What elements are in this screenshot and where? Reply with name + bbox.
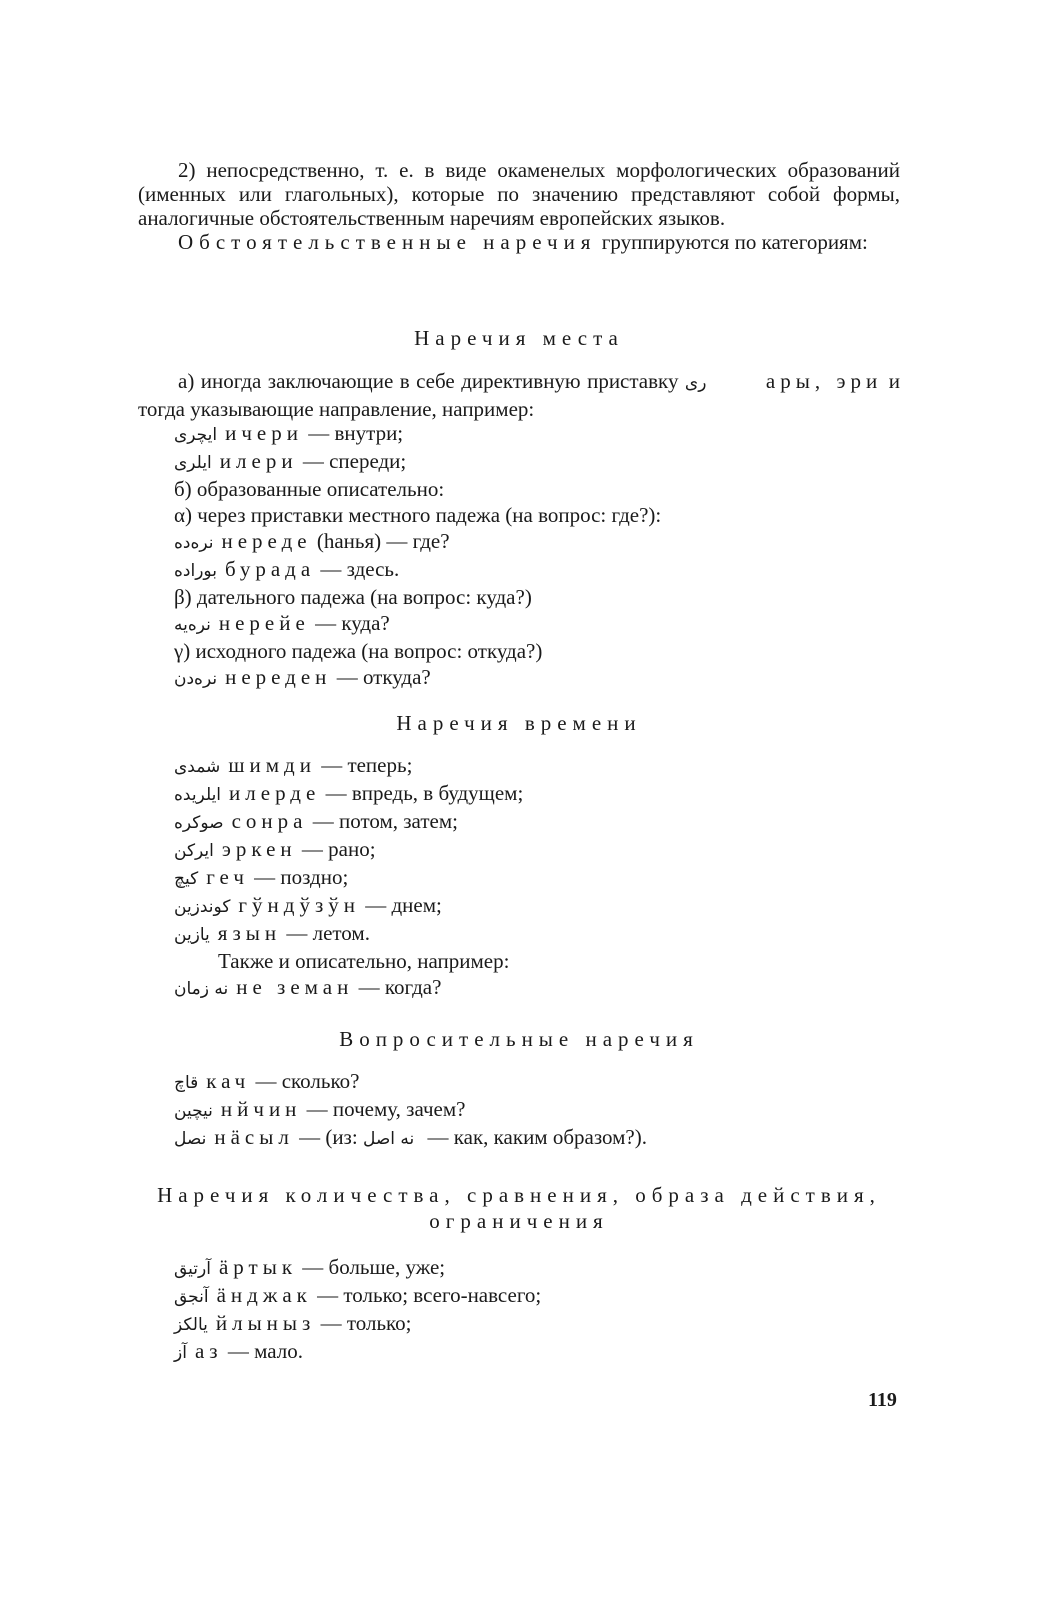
place-a-text-2: и тогда указывающие направление, например:	[138, 369, 900, 421]
place-a-arabic: رى	[684, 373, 707, 393]
list-item: یازین язын — летом.	[174, 921, 370, 945]
list-item: نرەدن нереден — откуда?	[174, 665, 431, 689]
list-item: نرەیە нерейе — куда?	[174, 611, 390, 635]
quantity-entries	[138, 1254, 900, 1366]
place-entries	[138, 420, 900, 692]
place-alpha-line: α) через приставки местного падежа (на вопрос: где?):	[174, 503, 662, 527]
list-item: شمدی шимди — теперь;	[174, 753, 413, 777]
list-item: کوندزین гўндўзўн — днем;	[174, 893, 442, 917]
heading-question: Вопросительные наречия	[339, 1027, 699, 1051]
place-paragraph-a	[138, 368, 900, 422]
place-beta-line: β) дательного падежа (на вопрос: куда?)	[174, 585, 532, 609]
list-item: آرتیق äртык — больше, уже;	[174, 1255, 446, 1279]
list-item: کیچ геч — поздно;	[174, 865, 349, 889]
list-item: ایچری ичери — внутри;	[174, 421, 404, 445]
heading-time: Наречия времени	[396, 711, 642, 735]
intro-paragraph-2-rest: группируются по категориям:	[596, 230, 868, 254]
intro-paragraph-2	[138, 230, 900, 254]
time-entries	[138, 752, 900, 1002]
heading-quantity-line2: ограничения	[429, 1209, 609, 1233]
place-a-spaced: ары, эри	[754, 369, 883, 393]
time-also-line: Также и описательно, например:	[218, 949, 510, 973]
intro-paragraph-1: 2) непосредственно, т. е. в виде окаменелых морфологических образований (именных или глагольных), которые по значению представляют собой формы, аналогичные обстоятельственным наречиям европейских языков.	[138, 158, 900, 230]
list-item: بورادە бурада — здесь.	[174, 557, 400, 581]
question-entries	[138, 1068, 900, 1152]
list-item: ایرکن эркен — рано;	[174, 837, 376, 861]
place-b-line: б) образованные описательно:	[174, 477, 445, 501]
place-gamma-line: γ) исходного падежа (на вопрос: откуда?)	[174, 639, 543, 663]
list-item: یالکز йлыныз — только;	[174, 1311, 412, 1335]
intro-text	[138, 158, 900, 254]
heading-place: Наречия места	[414, 326, 624, 350]
list-item: نرەدە нереде (hанья) — где?	[174, 529, 450, 553]
place-a-text-1: а) иногда заключающие в себе директивную приставку	[178, 369, 685, 393]
page-number: 119	[868, 1389, 897, 1411]
list-item: قاچ кач — сколько?	[174, 1069, 360, 1093]
list-item: نه زمان не земан — когда?	[174, 975, 442, 999]
list-item: نصل нäсыл — (из: نه اصل — как, каким образом?).	[174, 1125, 647, 1149]
list-item: نیچین нйчин — почему, зачем?	[174, 1097, 466, 1121]
list-item: ایلری илери — спереди;	[174, 449, 407, 473]
list-item: صوکره сонра — потом, затем;	[174, 809, 458, 833]
intro-spaced-term: Обстоятельственные наречия	[178, 230, 597, 254]
list-item: آنجق äнджак — только; всего-навсего;	[174, 1283, 542, 1307]
heading-quantity-line1: Наречия количества, сравнения, образа действия,	[157, 1183, 881, 1207]
list-item: آز аз — мало.	[174, 1339, 303, 1363]
list-item: ایلریدە илерде — впредь, в будущем;	[174, 781, 524, 805]
